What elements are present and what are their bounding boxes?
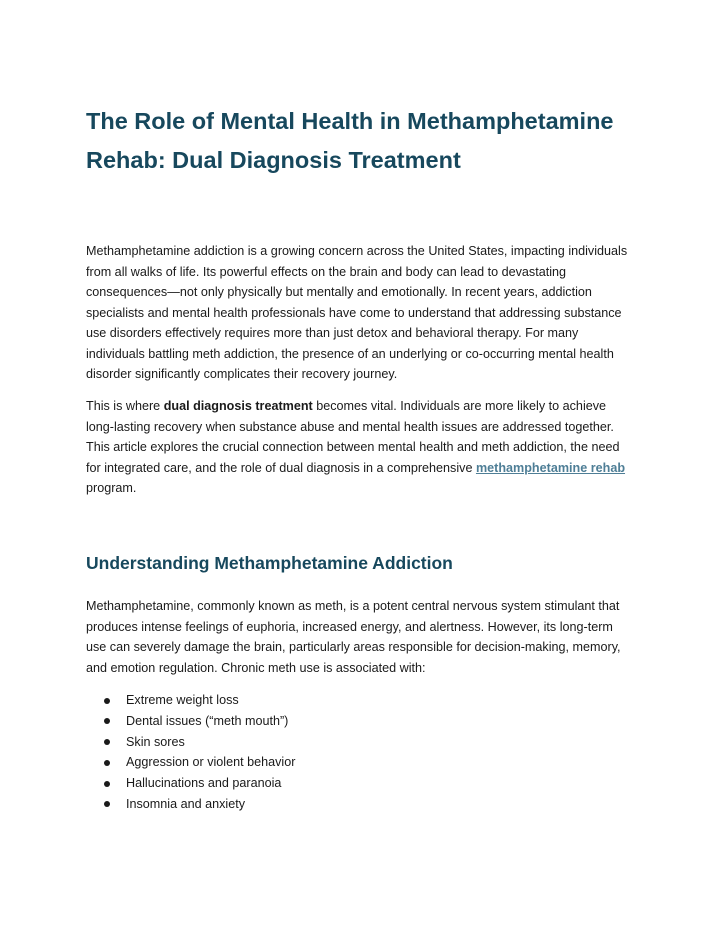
- dual-diagnosis-paragraph: [86, 396, 634, 499]
- bullet-icon: [104, 760, 110, 766]
- bullet-icon: [104, 698, 110, 704]
- paragraph-text-middle: becomes vital. Individuals are more likely to achieve long-lasting recovery when substance abuse and mental health issues are addressed together. This article explores the crucial connection between mental health and meth addiction, the need for integrated care, and the role of dual diagnosis in a comprehensive: [86, 399, 620, 475]
- list-item-text: Insomnia and anxiety: [126, 796, 246, 811]
- methamphetamine-rehab-link[interactable]: methamphetamine rehab: [475, 460, 626, 475]
- intro-paragraph: Methamphetamine addiction is a growing concern across the United States, impacting individuals from all walks of life. Its powerful effects on the brain and body can lead to devastating consequences—not only physically but mentally and emotionally. In recent years, addiction specialists and mental health professionals have come to understand that addressing substance use disorders effectively requires more than just detox and behavioral therapy. For many individuals battling meth addiction, the presence of an underlying or co-occurring mental health disorder significantly complicates their recovery journey.: [86, 244, 628, 381]
- list-item-text: Dental issues (“meth mouth”): [126, 713, 289, 728]
- list-item: [86, 794, 295, 815]
- list-item: [86, 752, 295, 773]
- section-paragraph: Methamphetamine, commonly known as meth, is a potent central nervous system stimulant that produces intense feelings of euphoria, increased energy, and alertness. However, its long-term use can severely damage the brain, particularly areas responsible for decision-making, memory, and emotion regulation. Chronic meth use is associated with:: [86, 599, 621, 675]
- bullet-icon: [104, 781, 110, 787]
- list-item-text: Extreme weight loss: [126, 693, 239, 707]
- dual-diagnosis-bold-text: dual diagnosis treatment: [163, 399, 313, 413]
- list-item: [86, 711, 295, 732]
- effects-list: [86, 690, 295, 815]
- list-item: [86, 690, 295, 711]
- list-item-text: Aggression or violent behavior: [126, 755, 296, 770]
- bullet-icon: [104, 718, 110, 724]
- list-item-text: Hallucinations and paranoia: [126, 776, 282, 791]
- section-heading: Understanding Methamphetamine Addiction: [86, 553, 453, 573]
- list-item: [86, 732, 295, 753]
- paragraph-text-end: program.: [86, 481, 137, 495]
- document-title: The Role of Mental Health in Methamphetamine Rehab: Dual Diagnosis Treatment: [86, 108, 614, 173]
- bullet-icon: [104, 801, 110, 807]
- list-item: [86, 773, 295, 794]
- paragraph-text-start: This is where: [86, 399, 164, 413]
- list-item-text: Skin sores: [126, 734, 185, 749]
- bullet-icon: [104, 739, 110, 745]
